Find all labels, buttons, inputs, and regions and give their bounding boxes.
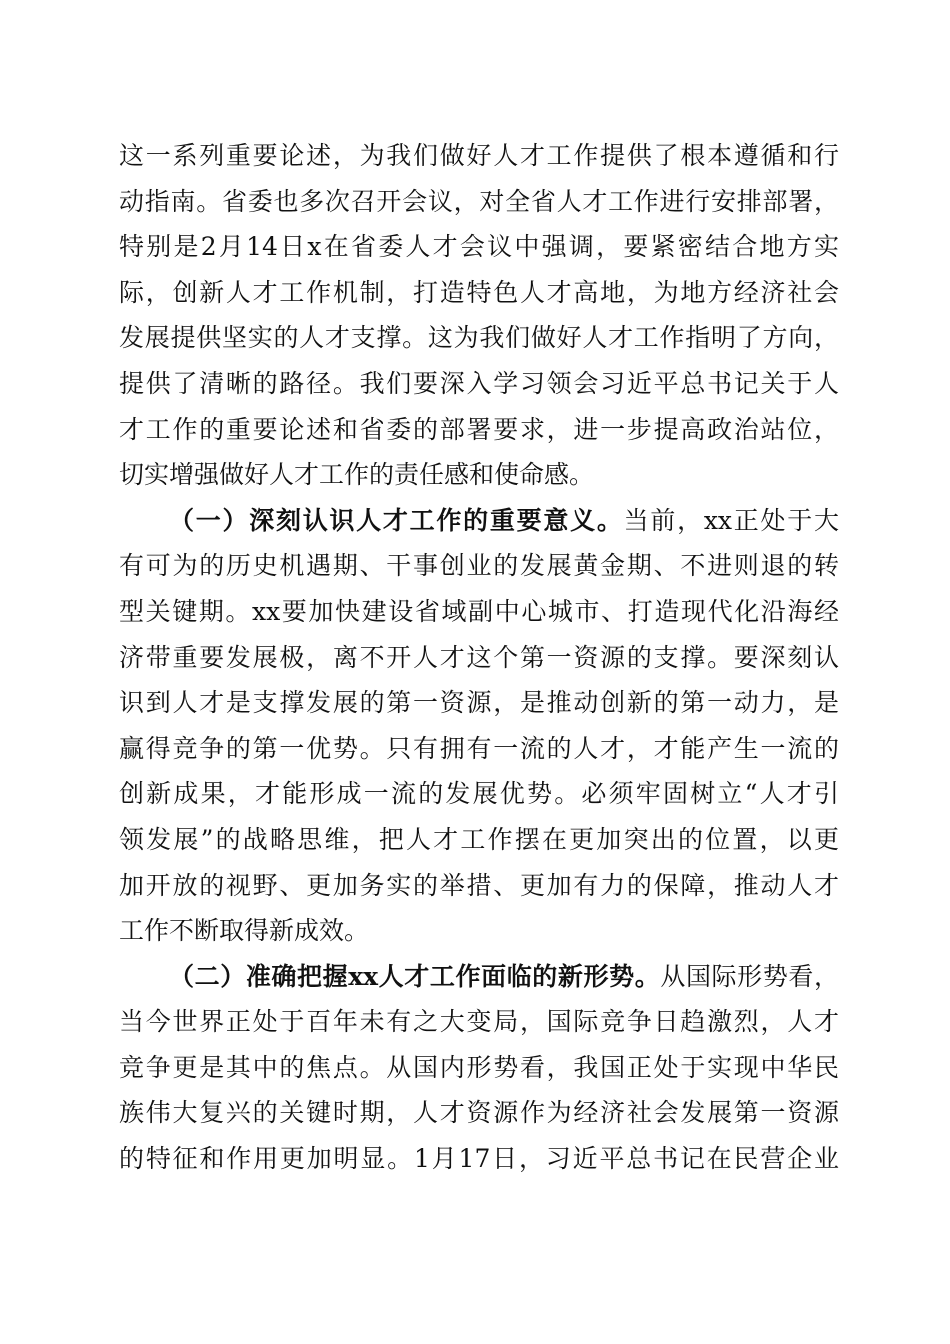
text-line: 动指南。省委也多次召开会议，对全省人才工作进行安排部署， (119, 186, 839, 216)
text-line: 切实增强做好人才工作的责任感和使命感。 (119, 460, 595, 490)
text-line: 型关键期。xx要加快建设省域副中心城市、打造现代化沿海经 (119, 596, 839, 626)
text-line: 发展提供坚实的人才支撑。这为我们做好人才工作指明了方向， (119, 323, 839, 353)
text-line: 际，创新人才工作机制，打造特色人才高地，为地方经济社会 (119, 277, 839, 307)
text-line: 加开放的视野、更加务实的举措、更加有力的保障，推动人才 (119, 870, 839, 900)
text-line: 特别是2月14日x在省委人才会议中强调，要紧密结合地方实 (119, 232, 839, 262)
section-heading: （二）准确把握xx人才工作面临的新形势。 (169, 961, 661, 991)
section-new-situation (119, 954, 839, 1182)
section-importance (119, 498, 839, 954)
section-lead-text: 当前，xx正处于大 (623, 505, 839, 535)
text-line: 识到人才是支撑发展的第一资源，是推动创新的第一动力，是 (119, 688, 839, 718)
text-line: 工作不断取得新成效。 (119, 916, 370, 946)
text-line: 济带重要发展极，离不开人才这个第一资源的支撑。要深刻认 (119, 642, 839, 672)
text-line: 才工作的重要论述和省委的部署要求，进一步提高政治站位， (119, 414, 839, 444)
text-line: 当今世界正处于百年未有之大变局，国际竞争日趋激烈，人才 (119, 1007, 839, 1037)
text-line: 竞争更是其中的焦点。从国内形势看，我国正处于实现中华民 (119, 1052, 839, 1082)
section-first-line (119, 954, 839, 1000)
text-line: 有可为的历史机遇期、干事创业的发展黄金期、不进则退的转 (119, 551, 839, 581)
paragraph-intro (119, 133, 839, 498)
section-lead-text: 从国际形势看， (660, 961, 839, 991)
text-line: 族伟大复兴的关键时期，人才资源作为经济社会发展第一资源 (119, 1098, 839, 1128)
section-first-line (119, 498, 839, 544)
document-body (119, 133, 839, 1182)
text-line: 赢得竞争的第一优势。只有拥有一流的人才，才能产生一流的 (119, 733, 839, 763)
text-line: 提供了清晰的路径。我们要深入学习领会习近平总书记关于人 (119, 368, 839, 398)
text-line: 的特征和作用更加明显。1月17日，习近平总书记在民营企业 (119, 1144, 839, 1174)
text-line: 创新成果，才能形成一流的发展优势。必须牢固树立“人才引 (119, 779, 839, 809)
text-line: 领发展”的战略思维，把人才工作摆在更加突出的位置，以更 (119, 824, 839, 854)
section-heading: （一）深刻认识人才工作的重要意义。 (169, 505, 624, 535)
text-line: 这一系列重要论述，为我们做好人才工作提供了根本遵循和行 (119, 141, 839, 170)
